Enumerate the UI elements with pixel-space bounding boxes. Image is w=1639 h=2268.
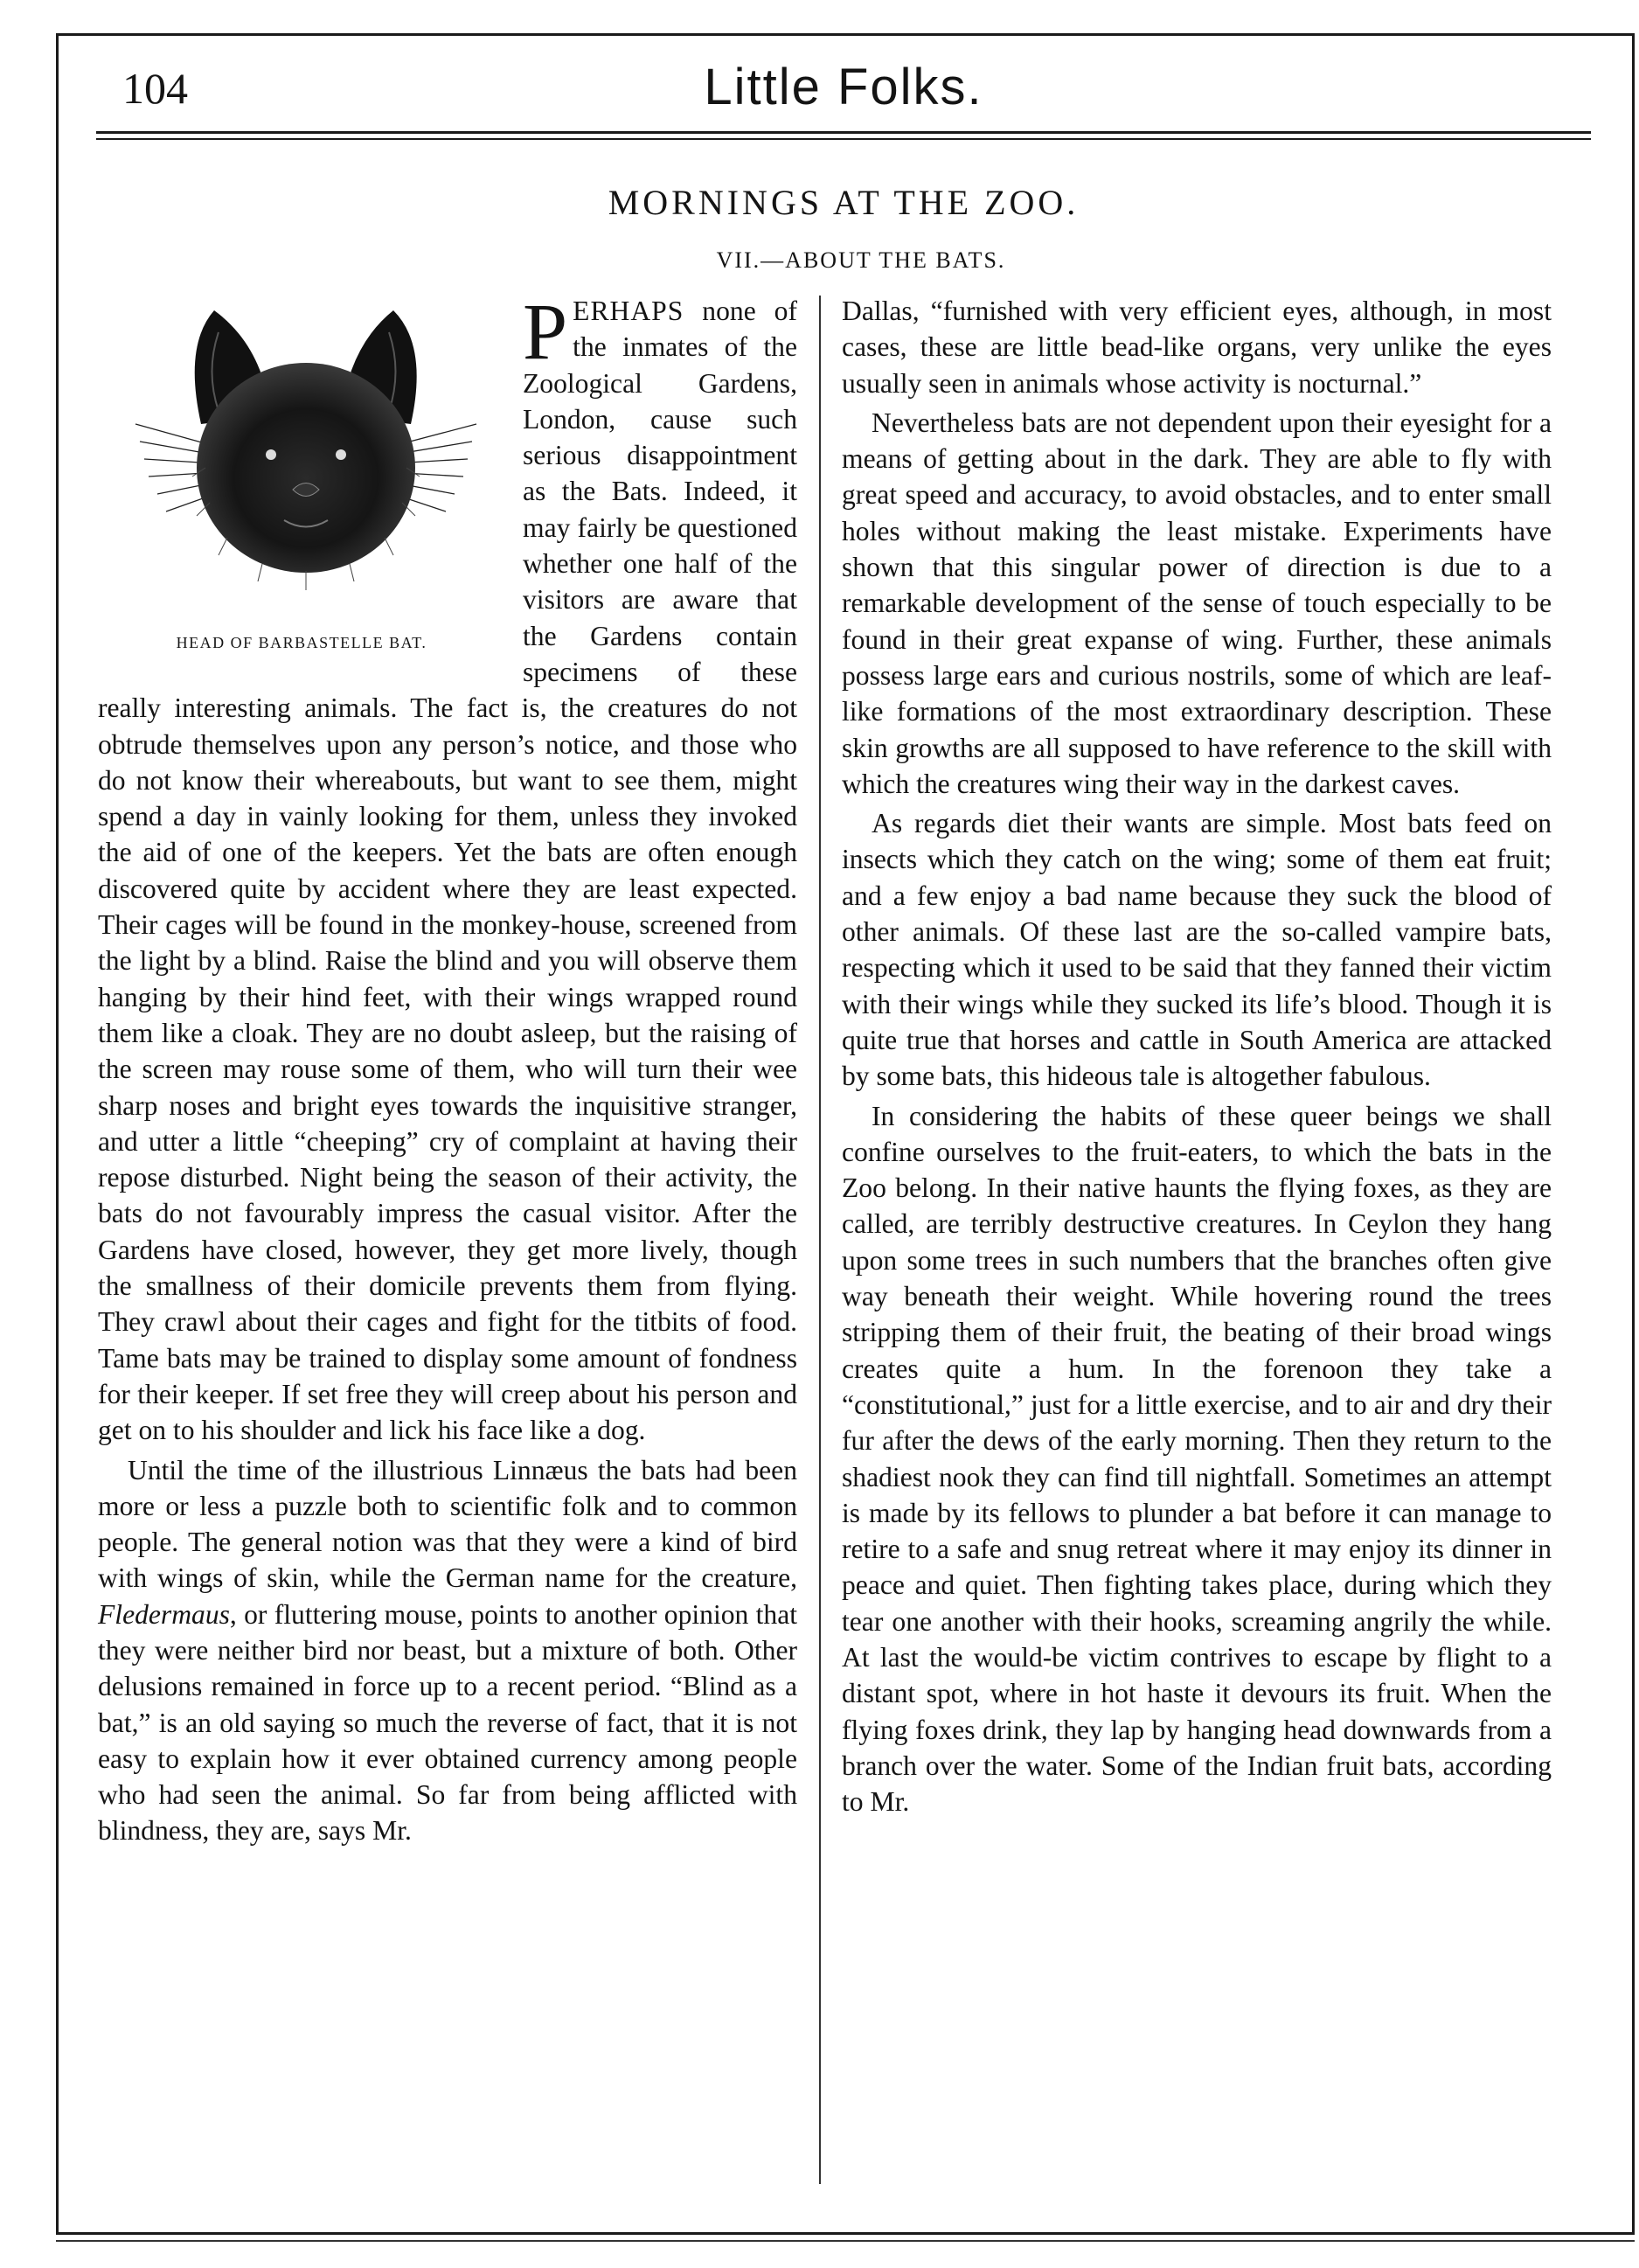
paragraph: Nevertheless bats are not dependent upon their eyesight for a means of getting about in the dark. They are able to fly with great speed and accuracy, to avoid obstacles, and to enter small holes without making the least mistake. Experiments have shown that this singular power of direction is due to a remarkable development of the sense of touch especially to be found in their great expanse of wing. Further, these animals possess large ears and curious nostrils, some of which are leaf-like formations of the most extraordinary description. These skin growths are all supposed to have reference to the skill with which the creatures wing their way in the darkest caves.	[842, 407, 1552, 799]
page-number: 104	[122, 64, 188, 113]
left-column	[98, 287, 797, 1853]
drop-cap: P	[523, 287, 568, 376]
bottom-rule	[56, 2240, 1635, 2242]
column-divider	[819, 296, 821, 2184]
right-column	[842, 293, 1552, 1823]
header-rule	[96, 131, 1591, 134]
paragraph: Dallas, “furnished with very efficient eyes, although, in most cases, these are little bead-like organs, very unlike the eyes usually seen in animals whose activity is nocturnal.”	[842, 296, 1552, 399]
paragraph-text: , or fluttering mouse, points to another opinion that they were neither bird nor beast, but a mixture of both. Other delusions remained in force up to a recent period. “Blind as a bat,” is an old saying so much the reverse of fact, that it is not easy to explain how it ever obtained currency among people who had seen the animal. So far from being afflicted with blindness, they are, says Mr.	[98, 1598, 797, 1847]
paragraph-text: Until the time of the illustrious Linnæus the bats had been more or less a puzzle both to scientific folk and to common people. The general notion was that they were a kind of bird with wings of skin, while the German name for the creature,	[98, 1454, 797, 1594]
barbastelle-bat-head-icon	[131, 293, 481, 608]
magazine-title: Little Folks.	[704, 59, 983, 115]
paragraph	[98, 1452, 797, 1849]
article-subtitle: VII.—ABOUT THE BATS.	[716, 247, 1006, 273]
italic-term: Fledermaus	[98, 1598, 230, 1630]
header-rule-secondary	[96, 138, 1591, 140]
running-header	[96, 52, 1591, 131]
paragraph: As regards diet their wants are simple. Most bats feed on insects which they catch on the wing; some of them eat fruit; and a few enjoy a bad name because they suck the blood of other animals. Of these last are the so-called vampire bats, respecting which it used to be said that they fanned their victim with their wings while they sucked its life’s blood. Though it is quite true that horses and cattle in South America are attacked by some bats, this hideous tale is altogether fabulous.	[842, 808, 1552, 1092]
article-title: MORNINGS AT THE ZOO.	[608, 183, 1080, 222]
paragraph-text: none of the inmates of the Zoological Gardens, London, cause such serious disappointment as the Bats. Indeed, it may fairly be questioned whether one half of the visitors are aware that the Gardens contain specimens of these really interesting animals. The fact is, the creatures do not obtrude themselves upon any person’s notice, and those who do not know their whereabouts, but want to see them, might spend a day in vainly looking for them, unless they invoked the aid of one of the keepers. Yet the bats are often enough discovered quite by accident where they are least expected. Their cages will be found in the monkey-house, screened from the light by a blind. Raise the blind and you will observe them hanging by their hind feet, with their wings wrapped round them like a cloak. They are no doubt asleep, but the raising of the screen may rouse some of them, who will turn their wee sharp noses and bright eyes towards the inquisitive stranger, and utter a little “cheeping” cry of complaint at having their repose disturbed. Night being the season of their activity, the bats do not favourably impress the casual visitor. After the Gardens have closed, however, they get more lively, though the smallness of their domicile prevents them from flying. They crawl about their cages and fight for the titbits of food. Tame bats may be trained to display some amount of fondness for their keeper. If set free they will creep about his person and get on to his shoulder and lick his face like a dog.	[98, 296, 797, 1446]
paragraph: In considering the habits of these queer beings we shall confine ourselves to the fruit-eaters, to which the bats in the Zoo belong. In their native haunts the flying foxes, as they are called, are terribly destructive creatures. In Ceylon they hang upon some trees in such numbers that the branches often give way beneath their weight. While hovering round the trees stripping them of their fruit, the beating of their broad wings creates quite a hum. In the forenoon they take a “constitutional,” just for a little exercise, and to air and dry their fur after the dews of the early morning. Then they return to the shadiest nook they can find till nightfall. Sometimes an attempt is made by its fellows to plunder a bat before it can manage to retire to a safe and snug retreat where it may enjoy its dinner in peace and quiet. Then fighting takes place, during which they tear one another with their hooks, screaming angrily the while. At last the would-be victim contrives to escape by flight to a distant spot, where in hot haste it devours its fruit. When the flying foxes drink, they lap by hanging head downwards from a branch over the water. Some of the Indian fruit bats, according to Mr.	[842, 1100, 1552, 1818]
bat-head-illustration	[96, 293, 507, 665]
figure-caption: HEAD OF BARBASTELLE BAT.	[176, 634, 427, 651]
opening-word: ERHAPS	[573, 296, 684, 326]
